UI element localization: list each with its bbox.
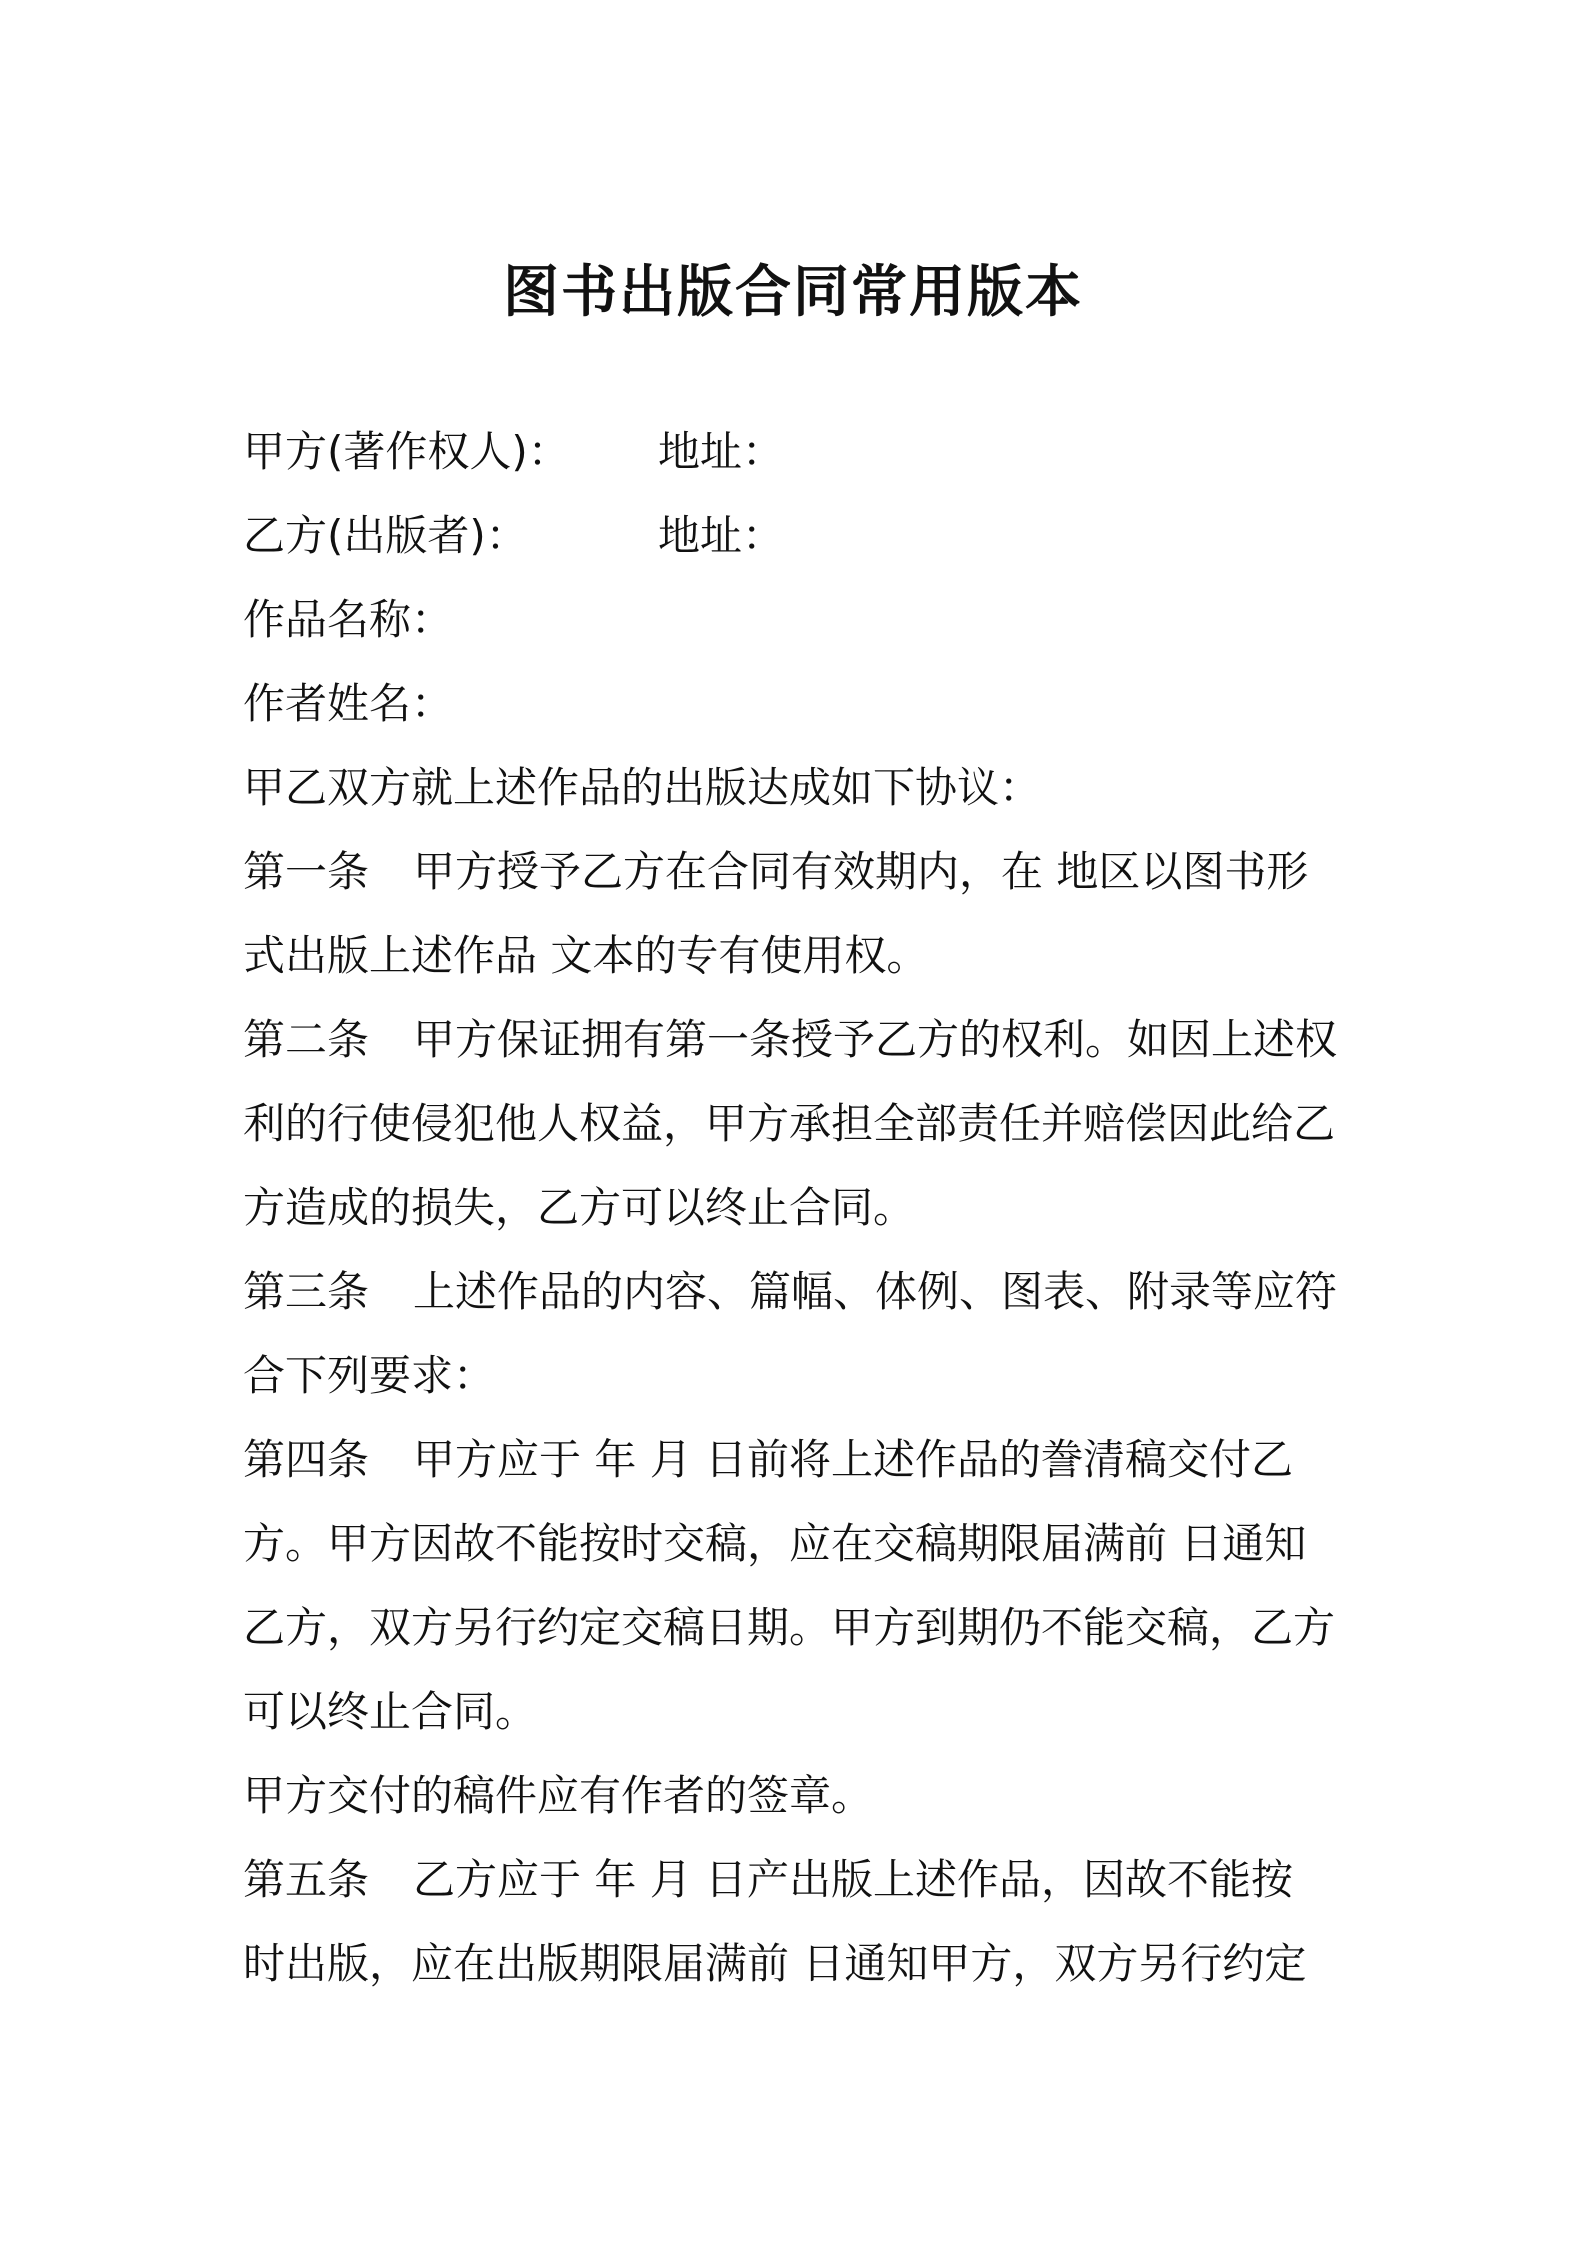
article-3-text-1: 上述作品的内容、篇幅、体例、图表、附录等应符 <box>413 1267 1338 1316</box>
article-5-label: 第五条 <box>243 1855 370 1904</box>
article-5-text-1: 乙方应于 年 月 日产出版上述作品，因故不能按 <box>413 1855 1294 1904</box>
article-2-text-1: 甲方保证拥有第一条授予乙方的权利。如因上述权 <box>413 1015 1338 1064</box>
article-3-line-2: 合下列要求： <box>243 1351 496 1400</box>
party-b-row <box>243 494 1353 578</box>
article-2-label: 第二条 <box>243 1015 370 1064</box>
article-1-label: 第一条 <box>243 847 370 896</box>
party-a-row <box>243 410 1353 494</box>
article-2-line-3: 方造成的损失，乙方可以终止合同。 <box>243 1183 916 1232</box>
intro-paragraph: 甲乙双方就上述作品的出版达成如下协议： <box>243 763 1042 812</box>
article-4-label: 第四条 <box>243 1435 370 1484</box>
article-1-line-2: 式出版上述作品 文本的专有使用权。 <box>243 931 929 980</box>
article-3-line-1 <box>243 1250 1353 1334</box>
article-5-line-2: 时出版，应在出版期限届满前 日通知甲方，双方另行约定 <box>243 1939 1307 1988</box>
article-4-line-4: 可以终止合同。 <box>243 1687 538 1736</box>
article-5-line-1 <box>243 1838 1353 1922</box>
article-4-text-1: 甲方应于 年 月 日前将上述作品的誊清稿交付乙 <box>413 1435 1294 1484</box>
signature-note: 甲方交付的稿件应有作者的签章。 <box>243 1771 874 1820</box>
work-title-label: 作品名称： <box>243 595 454 644</box>
article-4-line-3: 乙方，双方另行约定交稿日期。甲方到期仍不能交稿，乙方 <box>243 1603 1336 1652</box>
article-1-line-1 <box>243 830 1353 914</box>
party-a-address-label: 地址： <box>658 427 785 476</box>
article-1-text-1: 甲方授予乙方在合同有效期内，在 地区以图书形 <box>413 847 1309 896</box>
article-2-line-1 <box>243 998 1353 1082</box>
article-2-line-2: 利的行使侵犯他人权益，甲方承担全部责任并赔偿因此给乙 <box>243 1099 1336 1148</box>
article-4-line-2: 方。甲方因故不能按时交稿，应在交稿期限届满前 日通知 <box>243 1519 1307 1568</box>
article-4-line-1 <box>243 1418 1353 1502</box>
document-body <box>243 410 1353 2006</box>
party-b-address-label: 地址： <box>658 511 785 560</box>
party-a-label: 甲方(著作权人)： <box>243 427 570 476</box>
document-title: 图书出版合同常用版本 <box>503 260 1083 325</box>
article-3-label: 第三条 <box>243 1267 370 1316</box>
author-name-label: 作者姓名： <box>243 679 454 728</box>
party-b-label: 乙方(出版者)： <box>243 511 528 560</box>
